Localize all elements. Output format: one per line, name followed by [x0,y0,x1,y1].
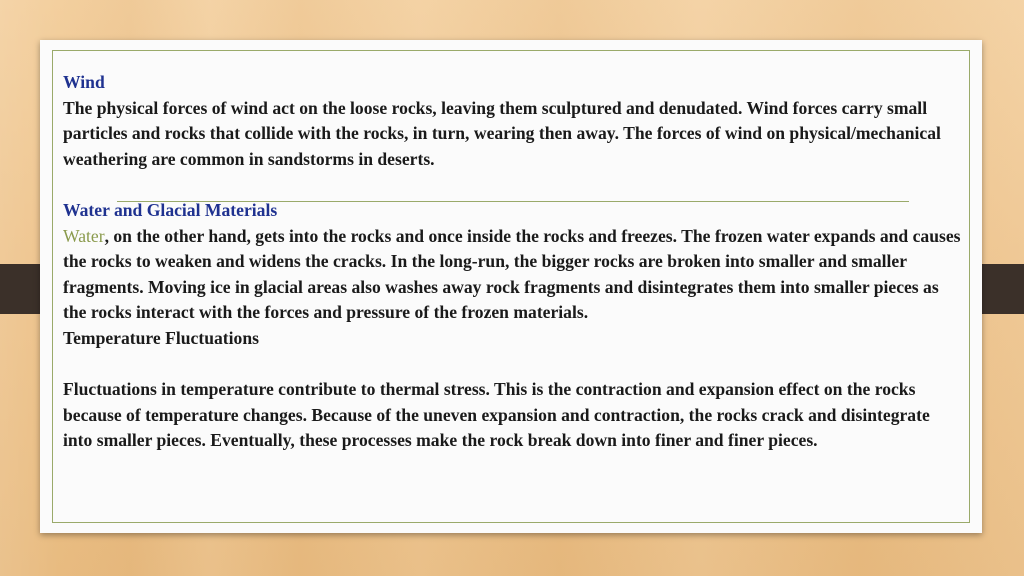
spacer [63,172,963,198]
temperature-paragraph: Fluctuations in temperature contribute to thermal stress. This is the contraction and expansion effect on the rocks because of temperature changes. Because of the uneven expansion and contraction, the rocks crack and disintegrate into smaller pieces. Eventually, these processes make the rock break down into finer and finer pieces. [63,379,930,451]
wind-heading: Wind [63,72,105,92]
water-heading: Water and Glacial Materials [63,199,278,220]
water-paragraph-text: , on the other hand, gets into the rocks and once inside the rocks and freezes. The frozen water expands and causes the rocks to weaken and widens the cracks. In the long-run, the bigger rocks are broken into smaller and smaller fragments. Moving ice in glacial areas also washes away rock fragments and disintegrates them into smaller pieces as the rocks interact with the forces and pressure of the frozen materials. [63,225,961,323]
slide-content [63,70,963,454]
left-side-tab [0,264,40,314]
slide-card [40,40,982,533]
temperature-heading: Temperature Fluctuations [63,327,259,348]
water-link[interactable]: Water [63,225,105,246]
wind-paragraph: The physical forces of wind act on the loose rocks, leaving them sculptured and denudated. Wind forces carry small particles and rocks that collide with the rocks, in turn, wearing then away. The forces of wind on physical/mechanical weathering are common in sandstorms in deserts. [63,97,941,169]
spacer [63,352,963,378]
water-paragraph [63,224,963,326]
